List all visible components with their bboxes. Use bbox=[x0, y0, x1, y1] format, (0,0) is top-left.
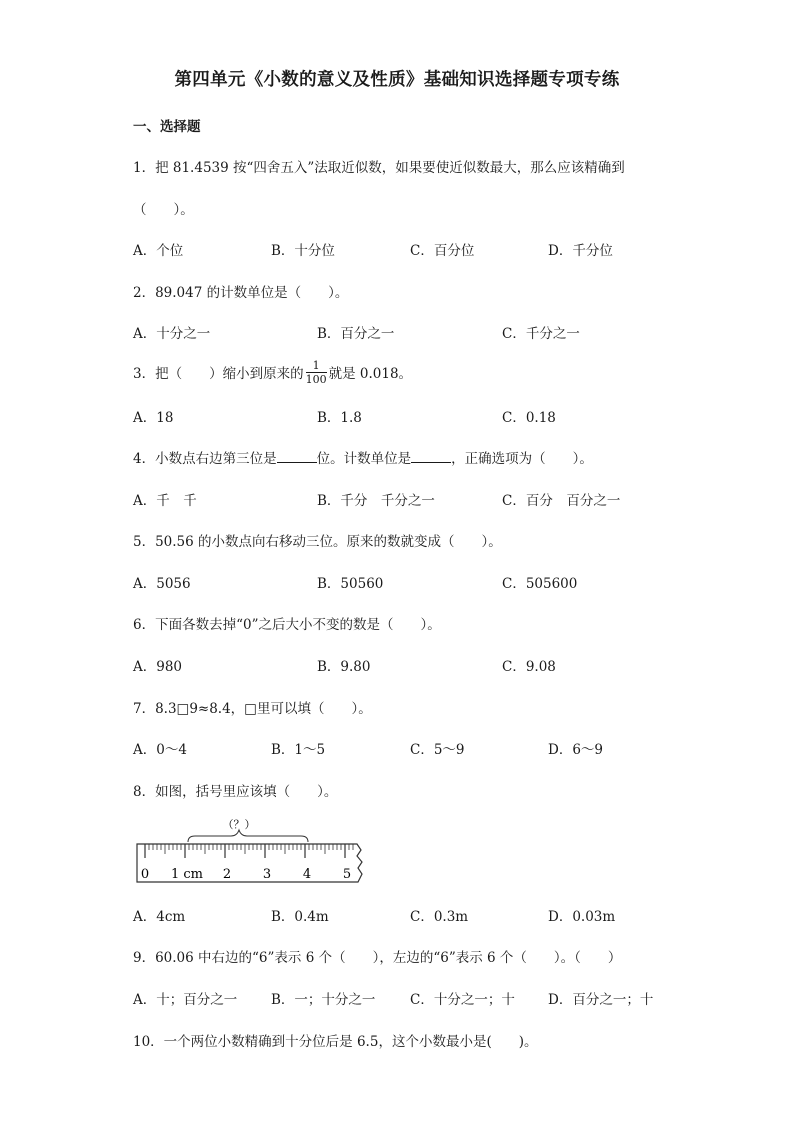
question-3-text bbox=[133, 359, 413, 387]
fraction-denominator: 100 bbox=[305, 373, 327, 386]
q3-option-b[interactable]: B．1.8 bbox=[317, 410, 362, 426]
question-1-blank: （ ）。 bbox=[133, 202, 194, 218]
q5-option-a[interactable]: A．5056 bbox=[133, 576, 191, 592]
q4-text-part3: ，正确选项为（ ）。 bbox=[451, 451, 593, 467]
q1-option-c[interactable]: C．百分位 bbox=[410, 243, 475, 259]
q8-option-d[interactable]: D．0.03m bbox=[548, 909, 616, 925]
q1-option-a[interactable]: A．个位 bbox=[133, 243, 184, 259]
ruler-label-4: 4 bbox=[302, 867, 312, 882]
q6-option-c[interactable]: C．9.08 bbox=[502, 659, 556, 675]
brace bbox=[188, 818, 308, 842]
q3-text-after: 就是 0.018。 bbox=[328, 366, 413, 382]
ruler-figure bbox=[135, 812, 371, 886]
q4-text-part2: 位。计数单位是 bbox=[316, 451, 412, 467]
q7-option-b[interactable]: B．1～5 bbox=[271, 742, 326, 758]
q3-text-before: 3．把（ ）缩小到原来的 bbox=[133, 366, 304, 382]
ruler-label-5: 5 bbox=[342, 867, 352, 882]
fraction-numerator: 1 bbox=[306, 360, 327, 373]
q3-option-a[interactable]: A．18 bbox=[133, 410, 174, 426]
question-10-text: 10．一个两位小数精确到十分位后是 6.5，这个小数最小是( )。 bbox=[133, 1034, 538, 1050]
q7-option-a[interactable]: A．0～4 bbox=[133, 742, 187, 758]
ruler-label-0: 0 bbox=[140, 867, 150, 882]
q7-option-d[interactable]: D．6～9 bbox=[548, 742, 604, 758]
question-6-text: 6．下面各数去掉“0”之后大小不变的数是（ ）。 bbox=[133, 617, 441, 633]
question-5-text: 5．50.56 的小数点向右移动三位。原来的数就变成（ ）。 bbox=[133, 534, 502, 550]
q1-option-d[interactable]: D．千分位 bbox=[548, 243, 613, 259]
q7-option-c[interactable]: C．5～9 bbox=[410, 742, 465, 758]
q5-option-b[interactable]: B．50560 bbox=[317, 576, 384, 592]
section-heading: 一、选择题 bbox=[133, 119, 201, 135]
q9-option-a[interactable]: A．十；百分之一 bbox=[133, 992, 238, 1008]
question-1-text: 1．把 81.4539 按“四舍五入”法取近似数，如果要使近似数最大，那么应该精确到 bbox=[133, 160, 625, 176]
question-8-text: 8．如图，括号里应该填（ ）。 bbox=[133, 784, 338, 800]
page-title: 第四单元《小数的意义及性质》基础知识选择题专项专练 bbox=[174, 70, 620, 90]
q1-option-b[interactable]: B．十分位 bbox=[271, 243, 335, 259]
ruler-label-3: 3 bbox=[262, 867, 272, 882]
fill-blank-1[interactable] bbox=[277, 461, 317, 463]
fraction bbox=[306, 360, 327, 385]
q2-option-b[interactable]: B．百分之一 bbox=[317, 326, 395, 342]
question-7-text: 7．8.3□9≈8.4，□里可以填（ ）。 bbox=[133, 701, 372, 717]
q9-option-d[interactable]: D．百分之一；十 bbox=[548, 992, 654, 1008]
q8-option-a[interactable]: A．4cm bbox=[133, 909, 186, 925]
q5-option-c[interactable]: C．505600 bbox=[502, 576, 578, 592]
fill-blank-2[interactable] bbox=[411, 461, 451, 463]
q3-option-c[interactable]: C．0.18 bbox=[502, 410, 556, 426]
q9-option-c[interactable]: C．十分之一；十 bbox=[410, 992, 515, 1008]
q6-option-a[interactable]: A．980 bbox=[133, 659, 183, 675]
q4-option-c[interactable]: C．百分 百分之一 bbox=[502, 493, 621, 509]
q2-option-c[interactable]: C．千分之一 bbox=[502, 326, 580, 342]
q8-option-b[interactable]: B．0.4m bbox=[271, 909, 329, 925]
q4-option-b[interactable]: B．千分 千分之一 bbox=[317, 493, 435, 509]
q8-option-c[interactable]: C．0.3m bbox=[410, 909, 469, 925]
ruler-label-1: 1 cm bbox=[170, 867, 204, 882]
q2-option-a[interactable]: A．十分之一 bbox=[133, 326, 211, 342]
question-2-text: 2．89.047 的计数单位是（ ）。 bbox=[133, 285, 349, 301]
question-9-text: 9．60.06 中右边的“6”表示 6 个（ ），左边的“6”表示 6 个（ ）。（ ） bbox=[133, 950, 622, 966]
question-4-text bbox=[133, 447, 593, 467]
q4-option-a[interactable]: A．千 千 bbox=[133, 493, 197, 509]
q9-option-b[interactable]: B．一；十分之一 bbox=[271, 992, 376, 1008]
q6-option-b[interactable]: B．9.80 bbox=[317, 659, 371, 675]
brace-label: （？） bbox=[222, 818, 256, 831]
q4-text-part1: 4．小数点右边第三位是 bbox=[133, 451, 277, 467]
ruler-label-2: 2 bbox=[222, 867, 232, 882]
